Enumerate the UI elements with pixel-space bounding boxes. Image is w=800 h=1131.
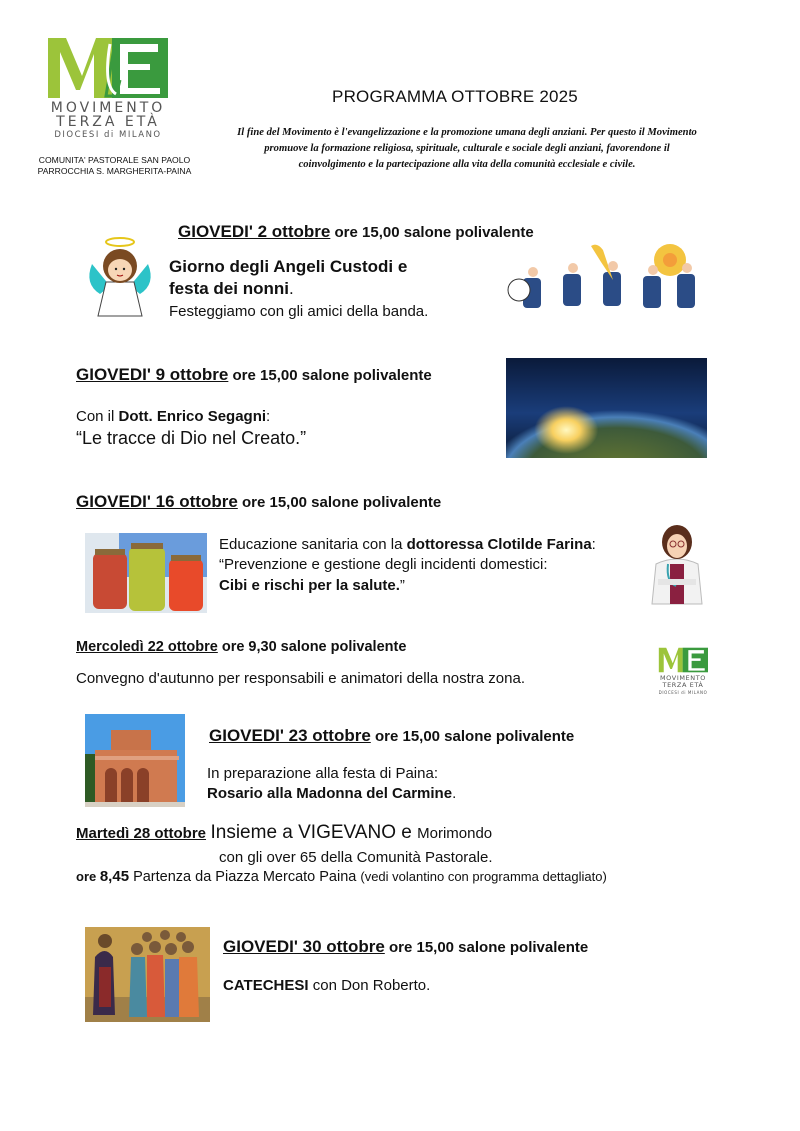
- event-description: Festeggiamo con gli amici della banda.: [169, 303, 429, 320]
- mte-small-line-2: TERZA ETÀ: [662, 681, 704, 689]
- event-date: GIOVEDI' 16 ottobre: [76, 492, 238, 511]
- event-date: GIOVEDI' 2 ottobre: [178, 222, 331, 241]
- event-destination-secondary: Morimondo: [417, 825, 493, 842]
- marching-band-icon: [505, 240, 710, 330]
- speaker-name: dottoressa Clotilde Farina: [406, 536, 592, 553]
- mte-logo-small-icon: [658, 647, 708, 673]
- event-topic: “Le tracce di Dio nel Creato.”: [76, 428, 307, 448]
- event-destination: Insieme a VIGEVANO: [210, 822, 396, 843]
- departure-place: Partenza da Piazza Mercato Paina: [129, 869, 361, 885]
- event-title: [207, 784, 456, 804]
- event-time-place: ore 9,30 salone polivalente: [221, 639, 407, 655]
- event-date: GIOVEDI' 9 ottobre: [76, 365, 229, 384]
- speaker-prefix: Educazione sanitaria con la: [219, 536, 407, 553]
- event-heading: [223, 937, 588, 957]
- speaker-prefix: Con il: [76, 408, 119, 425]
- event-title-line-2: [169, 278, 294, 300]
- event-heading: [76, 365, 432, 385]
- departure-note: (vedi volantino con programma dettagliato): [360, 869, 607, 884]
- event-description: Convegno d'autunno per responsabili e animatori della nostra zona.: [76, 670, 525, 687]
- event-title-end: .: [452, 785, 457, 802]
- earth-photo: [506, 358, 707, 458]
- angel-icon: [82, 234, 158, 322]
- event-date: Mercoledì 22 ottobre: [76, 639, 218, 655]
- mte-small-line-1: MOVIMENTO: [659, 674, 707, 682]
- topic-end: ”: [399, 577, 405, 594]
- event-departure: [76, 868, 607, 885]
- catechesis-leader: con Don Roberto.: [308, 977, 431, 994]
- community-line-1: COMUNITA' PASTORALE SAN PAOLO: [38, 155, 191, 165]
- apostles-painting-icon: [85, 927, 210, 1022]
- logo-line-3: DIOCESI di MILANO: [54, 130, 162, 140]
- departure-prefix: ore: [76, 869, 100, 884]
- topic-bold: Cibi e rischi per la salute.: [219, 577, 400, 594]
- event-date: GIOVEDI' 30 ottobre: [223, 937, 385, 956]
- event-time-place: ore 15,00 salone polivalente: [374, 728, 575, 745]
- church-icon: [85, 714, 185, 807]
- mte-small-line-3: DIOCESI di MILANO: [658, 690, 708, 695]
- departure-time: 8,45: [99, 868, 130, 885]
- event-time-place: ore 15,00 salone polivalente: [241, 494, 442, 511]
- event-speaker: [219, 535, 596, 555]
- event-title-bold: Rosario alla Madonna del Carmine: [207, 785, 453, 802]
- speaker-suffix: :: [591, 536, 596, 553]
- logo-line-2: TERZA ETÀ: [56, 114, 160, 130]
- mission-line-1: Il fine del Movimento è l'evangelizzazione e la promozione umana degli anziani. Per questo il Movimento: [237, 127, 697, 138]
- mte-logo-small-text: [655, 675, 711, 696]
- catechesis-label: CATECHESI: [223, 977, 309, 994]
- event-speaker: [76, 407, 270, 427]
- event-title-bold: festa dei nonni: [169, 279, 289, 298]
- event-heading: [209, 726, 574, 746]
- preserve-jars-icon: [85, 533, 207, 613]
- event-date: Martedì 28 ottobre: [76, 825, 207, 842]
- event-heading: [76, 492, 441, 512]
- speaker-suffix: :: [266, 408, 271, 425]
- event-destination-join: e: [395, 822, 418, 843]
- event-date: GIOVEDI' 23 ottobre: [209, 726, 371, 745]
- mission-line-2: promuove la formazione religiosa, spirituale, culturale e sociale degli anziani, favorendone il: [264, 142, 670, 154]
- speaker-name: Dott. Enrico Segagni: [118, 408, 267, 425]
- logo-line-1: MOVIMENTO: [50, 100, 166, 116]
- event-time-place: ore 15,00 salone polivalente: [388, 939, 589, 956]
- event-title-line-1: Giorno degli Angeli Custodi e: [169, 257, 408, 276]
- event-time-place: ore 15,00 salone polivalente: [334, 224, 534, 241]
- event-topic-line-2: [219, 576, 405, 596]
- event-heading: [76, 639, 406, 655]
- event-description: [223, 976, 430, 996]
- mte-logo-small: [655, 647, 711, 697]
- community-name: [32, 155, 197, 176]
- event-participants: con gli over 65 della Comunità Pastorale.: [219, 849, 493, 866]
- mte-logo-icon: [46, 38, 168, 98]
- event-description: In preparazione alla festa di Paina:: [207, 765, 438, 782]
- mission-line-3: coinvolgimento e la partecipazione alla vita della comunità ecclesiale e civile.: [298, 158, 636, 170]
- community-line-2: PARROCCHIA S. MARGHERITA-PAINA: [37, 165, 192, 176]
- mission-statement: [192, 125, 742, 172]
- event-heading: [178, 222, 534, 242]
- event-title-end: .: [288, 279, 294, 298]
- event-topic-line-1: “Prevenzione e gestione degli incidenti domestici:: [219, 556, 548, 573]
- event-heading: [76, 822, 492, 844]
- event-time-place: ore 15,00 salone polivalente: [232, 367, 432, 384]
- page-title: PROGRAMMA OTTOBRE 2025: [332, 87, 578, 106]
- doctor-icon: [648, 520, 706, 606]
